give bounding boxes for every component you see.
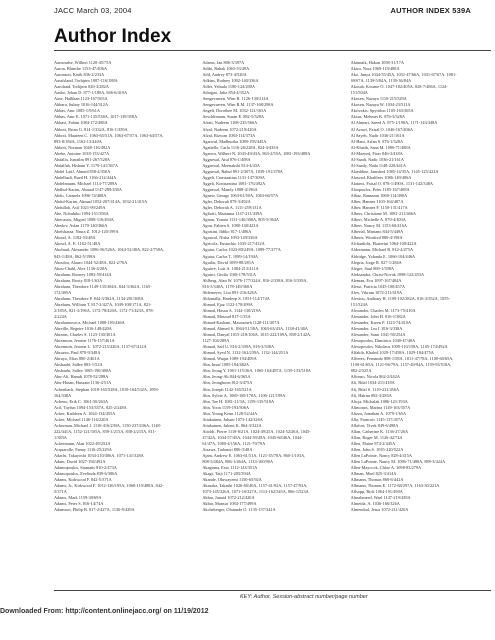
index-entry: Allmann, Thomas E. 1172-68/297A, 1163-30/221A (350, 483, 440, 489)
index-entry: Abdel Latif, Ahmed 858-4/350A (54, 168, 111, 174)
index-entry: Abdelhadi, Raed H. 1166-212/444A (54, 174, 117, 180)
index-entry: Aase, Hallikan 1123-167/503A (54, 96, 108, 102)
index-entry: Al-Hani, Arfan S. 876-1/328A (350, 138, 404, 144)
index-entry: 172/495A (54, 289, 72, 295)
index-entry: 808-5/484A, 886-1/464A, 1133-160/90A (202, 459, 274, 465)
index-entry: Aboud, A. 1182-53/48A (54, 235, 96, 241)
index-entry: Akosen, Nazaya W. 1034-23/511A (350, 102, 411, 108)
index-entry: Aggarwal, Atul 876-1/408A (202, 156, 251, 162)
index-entry: Abruzzo, Paul 870-9/348A (54, 350, 101, 356)
index-entry: Alegria, Jorge R. 827-1/284A (350, 259, 402, 265)
index-entry: Albertal, Mariano 844-5/449A (350, 229, 404, 235)
index-entry: Aengevaeren, Wim R. 1126-130/214A (202, 96, 269, 102)
index-entry: 222/441A, 1152-121/105A, 839-1/215A, 838-2/215A, 811- (54, 428, 157, 434)
index-entry: Adams, Mark 1159-30/69A (54, 495, 102, 501)
index-entry: Alchanlidis, Ekaterini 1064-100/422A (350, 241, 417, 247)
index-entry: Alexopoulos, Dimitrios 1040-47/40A (350, 338, 416, 344)
index-entry: Abdullah, Asif 1021-99/249A (54, 205, 106, 211)
index-entry: Ahn, Tae H. 1081-11/3A, 1159-135/518A (202, 398, 275, 404)
index-entry: Abraham, Rooney 1083-59/414A (54, 271, 112, 277)
index-entry: Afrati, Nadeem 1168-235/566A (202, 120, 258, 126)
index-entry: Ahmad, Ejaz 1122-178/499A (202, 301, 253, 307)
index-entry: Ahn, Yoon 1159-193/506A (202, 404, 249, 410)
index-entry: 1127-104/289A (202, 338, 230, 344)
index-entry: Allsopp, Rick 1064-191/490A (350, 489, 403, 495)
index-entry: Ahlomalla, Hardeep S. 1051-114/174A (202, 295, 270, 301)
running-header (0, 6, 495, 18)
index-entry: Alexander, Charles M. 1173-75/410A (350, 307, 416, 313)
index-entry: Agricola, Eustachio 1035-217/412A (202, 241, 265, 247)
index-entry: Alexander, Karen P. 1123-74/410A (350, 320, 412, 326)
index-entry: Alexopoulos, Nikolaos 1009-110/158A, 1105-174/492A (350, 344, 448, 350)
index-entry: Albert, Michelle A. 870-4/403A (350, 217, 406, 223)
index-entry: Ahn, Joseph 1142-165/521A (202, 386, 252, 392)
index-entry: Akbar, Junaid 1072-212/420A (202, 495, 255, 501)
index-entry: Ahn, Jeonghoon 812-3/475A (202, 380, 253, 386)
index-entry: Alfieres, Fernando 808-1/58A, 1011-47/78A, 1100-60/65A, (350, 356, 454, 362)
index-entry: Abolnud, Alexander 1086-56/526A, 1044-52/48A, 822-2/758A, (54, 247, 165, 253)
index-entry: 1073-145/326A, 1071-10/327A, 1113-162/545A, 866-1/523A (202, 489, 309, 495)
index-entry: Acker, Kathleen A. 1024-134/455A (54, 410, 116, 416)
index-entry: Ahn, Jeong Y. 1001-115/36A, 1065-164/487A, 1159-133/518A (202, 368, 311, 374)
index-entry: Allen, Elaine 874-2/445A (350, 440, 396, 446)
index-entry: Albers, Christiane M. 1081-211/466A (350, 211, 417, 217)
index-entry: Aguiar, Carlos 1023-80/249A, 1089-77/277A (202, 247, 281, 253)
index-entry: Albaz, Ramazan 1068-114/490A (350, 193, 408, 199)
index-entry: Ahmad, Hasan A. 1144-130/219A (202, 307, 262, 313)
index-entry: Allan, Roger M. 1126-42/74A (350, 434, 403, 440)
index-column-2 (202, 60, 342, 585)
index-entry: 5/371A (54, 489, 67, 495)
index-entry: Aaronson, Keith 836-2/233A (54, 72, 105, 78)
index-entry: Aasbo, Johan D. 877-1/180A, 846-6/419A (54, 90, 128, 96)
index-entry: Ackerman, Michael J. 1116-416/239A, 1150-237/436A, 1148- (54, 422, 162, 428)
index-entry: Adragao, Julia 854-4/352A (202, 90, 250, 96)
index-entry: Alexander, John H. 816-1/382A (350, 313, 406, 319)
index-entry: Akcheberger, Olaiunde O. 1135-157/342A (202, 507, 276, 513)
index-entry: Aasrfsland, Torbjørn 1087-116/188A (54, 78, 118, 84)
index-entry: Alberts, Winifred 880-4/198A (350, 235, 403, 241)
index-entry: Ahmad-Kashani, Masoumeh 1128-111/207A (202, 320, 280, 326)
index-entry: Aldermann, Michael B. 812-4/475A (350, 247, 414, 253)
index-entry: Ahn, Jeong-Ah 844-6/365A (202, 374, 251, 380)
index-entry: Aggarwal, Mandy 1088-4/196A (202, 186, 258, 192)
index-entry: Abdo, Carmela 1096-74/488A (54, 193, 107, 199)
index-entry: Abshaahi, Sallee 1085-190/400A (54, 368, 112, 374)
index-entry: Afzal, Rizwan 1084-114/373A (202, 132, 256, 138)
index-entry: Akasaka, Takashi 1026-60/40A, 1157-41/92A, 1157-47/93A, (202, 483, 308, 489)
index-columns (54, 60, 491, 585)
bottom-rule (54, 590, 491, 591)
index-entry: Almahmeed, Wael 1147-219/438A (350, 495, 411, 501)
index-entry: Ahn, Insuf 1085-194/482A (202, 362, 249, 368)
index-entry: 2/185A, 821-3/196A, 1172-78/420A, 1172-71/423A, 878- (54, 307, 154, 313)
index-entry: Abbott, Norman 1048-116/492A (54, 144, 111, 150)
index-entry: Ali, Bilal S. 1119-231/456A (350, 386, 400, 392)
index-entry: Abraham, Theodore P. 844-3/362A, 1134-281/308A (54, 295, 144, 301)
index-entry: Acheno, Erik C. 1061-50/263A (54, 398, 109, 404)
index-entry: Ahmad, Saif U. 816-2/339A, 816-3/338A (202, 344, 275, 350)
index-entry: Akande, Oluwayemi 1150-65/92A (202, 477, 262, 483)
index-entry: Adams, Jan 806-3/397A (202, 60, 245, 65)
index-entry: Aboud, A. E. 1162-51/48A (54, 241, 101, 247)
index-entry: 164/338A (54, 392, 72, 398)
index-entry: Akosen, Nazaya 1110-215/529A (350, 96, 407, 102)
index-entry: Abdallah, Hisham Y. 1170-141/367A (54, 162, 118, 168)
index-entry: Agnew, George 1063-61/50A, 1063-66/57A (202, 193, 279, 199)
index-entry: Agliotti, Marianna 1147-211/439A (202, 211, 263, 217)
index-entry: Alexander, Sami 1041-50/254A (350, 332, 406, 338)
index-entry: Allafort, Vivek 849-6/498A (350, 422, 399, 428)
index-entry: Ahmad, Ahmed S. 1064-51/30A, 1063-63/43A, 1138-41/40A (202, 326, 309, 332)
index-entry: 151/504A (350, 90, 368, 96)
index-entry: Abramson, Jerome L. 1072-215/420A, 1137-67/412A (54, 344, 147, 350)
index-entry: Angeli, Dorothee M. 1032-121/165A (202, 108, 267, 114)
index-entry: Abbas, Amr 1085-1/9/61A (54, 108, 100, 114)
index-entry: Allen LaPointe, Nancy 828-4/415A (350, 453, 412, 459)
index-entry: Abramson, Jerome 1176-157/461A (54, 338, 115, 344)
index-entry: Adam, David 1027-194/492A (54, 459, 106, 465)
index-entry: 151/324A (350, 301, 368, 307)
index-entry: Abdhul-Karim, Ahmad 1147-289/430A (54, 186, 122, 192)
index-entry: Aleksandra, Christ-Novak 1098-122/453A (350, 271, 425, 277)
index-entry: Alasvad, Khalilees 1086-149/406A (350, 174, 412, 180)
index-entry: Agnon, Yonata 1131-146/308A, 805-5/364A (202, 217, 280, 223)
index-entry: 893-8/184A, 1162-13/440A (54, 138, 102, 144)
index-entry: Alaeddine, Jamshed 1085-14/35A, 1145-125/422A (350, 168, 439, 174)
index-entry: Abebe, Antoine 1018-153/427A (54, 150, 110, 156)
index-entry: Adams, Kirkwood F. 842-5/371A (54, 477, 112, 483)
index-entry: Adamopoulos, Stamatis 810-2/473A (54, 465, 117, 471)
index-entry: Alatawi, Faisal O. 878-1/490A, 1131-142/348A (350, 180, 433, 186)
index-entry: Afzal, Nadeem 1072-219/420A (202, 126, 257, 132)
index-entry: Ahn, Young Keun 1128-52/44A (202, 410, 258, 416)
index-entry: Ali, Bilal 1034-211/418A (350, 380, 395, 386)
index-entry: Agarwa, Wilbert N. 1043-49/43A, 863-2/55A, 1081-193/488A (202, 150, 311, 156)
index-entry: Abraham, Rooty 818-1/63A (54, 277, 103, 283)
index-entry: Ahmad, Syed N. 1132-162/239A, 1132-144/251A (202, 350, 289, 356)
index-column-3 (351, 60, 491, 585)
index-entry: Abbott, Brian G. 814-1/332A, 816-1/359A (54, 126, 128, 132)
index-key: KEY: Author, Session-abstract number/page number (240, 594, 368, 600)
index-entry: Abshaahi, Sallee 883-1/52A (54, 362, 103, 368)
index-entry: Abelsharaa, Nasra Z. 1012-120/199A (54, 229, 119, 235)
index-entry: Aizawa, Tadanori 886-3/48A (202, 447, 253, 452)
index-entry: 1100-61/65A, 1121-96/79A, 1157-49/94A, 1159-93/518A, (350, 362, 452, 368)
index-entry: Agler, Deborah 879-3/492A (202, 199, 251, 205)
index-entry: Aldridge, Yolanda E. 1066-104/446A (350, 253, 416, 259)
index-entry: Abdelmaum, Michael 1114-77/289A (54, 180, 118, 186)
index-entry: Allmann, Thomas 868-6/442A (350, 477, 404, 483)
index-entry: Aengevaeren, Wim R.M. 1137-168/298A (202, 102, 274, 108)
index-entry: Adams, Peter S. 816-14/74A (54, 501, 104, 507)
index-entry: Alegre, Saul 869-1/398A (350, 265, 394, 271)
index-entry: Alimonos, Marina 1149-163/357A (350, 404, 411, 410)
index-entry: Ahlberg, Alan W. 1076-177/324A, 816-2/338A, 816-3/339A, (202, 277, 308, 283)
page-title: Author Index (54, 26, 172, 47)
index-entry: Ajam, Andrew E. 1063-61/51A, 1121-35/78A, 860-1/103A, (202, 453, 306, 459)
index-entry: Aitakainen, Juhani K. 864-3/322A (202, 422, 262, 428)
index-entry: Ahmad, Masoud 817-1/35A (202, 313, 251, 319)
index-entry: Almendral, Jesus 1072-211/420A (350, 507, 409, 513)
index-entry: Agon, Fabien S. 1080-138/423A (202, 223, 259, 229)
index-entry: Abouloa, Alauro 1044-52/48A, 822-2/76A (54, 259, 128, 265)
index-entry: Allen, John S. 1035-220/522A (350, 447, 404, 452)
index-entry: Aitoldi, Pierre 1118-8/21A, 1024-49/25A, 1024-52/26A, 1045- (202, 428, 311, 434)
index-entry: Aitakainen, Juhani 1073-142/326A (202, 416, 263, 422)
index-entry: Adamopoulos, Evelinda 839-6/386A (54, 471, 118, 477)
index-entry: Abbas, Amr E. 1071-135/538A, 1017-139/358A (54, 114, 138, 120)
index-entry: Akiru, Nora 1069-119/488A (350, 66, 400, 72)
index-entry: Al Sayeh, Nadir 1036-21/161A (350, 132, 405, 138)
index-entry: Agler, Deborah A. 1111-259/131A (202, 205, 262, 211)
index-entry: Agostini, Ildiko 817-1/486A (202, 229, 252, 235)
index-entry: Ahlemeyer, Lisa 891-216/426A (202, 289, 257, 295)
index-entry: 816-5/340A, 1178-149/360A (202, 283, 253, 289)
index-entry: Aksus, Mehmet K. 876-3/328A (350, 114, 405, 120)
index-entry: Al-Mazyed, Firas 846-3/418A (350, 150, 403, 156)
index-entry: Aaron, Blanche 1153-47/406A (54, 66, 107, 72)
index-entry: Agatiello, Carla 1116-26/228A, 824-4/435A (202, 144, 279, 150)
index-entry: Aguiar, Carlos T. 1089-14/194A (202, 253, 258, 259)
index-entry: Abraham, Theodore 1149-135/384A, 844-3/362A, 1165- (54, 283, 152, 289)
index-entry: Allen LaPointe, Nancy M. 1096-71/488A, 889-3/424A (350, 459, 446, 465)
index-entry: 882-2/525A (350, 368, 372, 374)
index-entry: Aguilar, David 1099-88/281A (202, 259, 255, 265)
index-entry: Alber, Hannes 1103-164/487A (350, 199, 404, 205)
index-entry: Aarnoudse, Wilbert 1120-45/75A (54, 60, 112, 65)
index-entry: Abou-Chahl, Alex 1136-4/28A (54, 265, 108, 271)
index-entry: Allman, Meel 825-3/414A (350, 471, 397, 477)
index-entry: Al-Khatib, Sana M. 1096-71/488A (350, 144, 411, 150)
index-entry: Abu-Ali, Hamdi 1078-52/288A (54, 374, 109, 380)
index-entry: Abreille, Regeire 1016-148/420A (54, 326, 112, 332)
index-entry: Ako, Junya 1044-55/45A, 1031-47/66A, 1031-67/67A, 1081- (350, 72, 457, 78)
index-entry: 2/224A (54, 313, 67, 319)
index-entry: Adil, Audrey 873-4/520A (202, 72, 247, 78)
index-entry: 843-1/48A, 862-5/198A (54, 253, 96, 259)
index-entry: Alexiou, Anthony H. 1109-102/282A, 816-3/352A, 1055- (350, 295, 450, 301)
download-footer: Downloaded From: http://content.onlinejacc.org/ on 11/19/2012 (0, 608, 209, 615)
index-entry: Alber, Hannes F. 1150-131/417A (350, 205, 408, 211)
index-entry: Abbasi, Fahim 1084-172/488A (54, 120, 108, 126)
index-entry: Al-Saady, Nada 1148-220/441A (350, 162, 406, 168)
index-entry: Adkins, Rodney 1092-140/336A (202, 78, 259, 84)
index-entry: Alessi, Patricia 1045-100/457A (350, 283, 405, 289)
index-column-1 (54, 60, 194, 585)
index-entry: Abrahamowicz, Michael 1008-105/446A (54, 320, 125, 326)
index-entry: Abu-Hasan, Hussain 1136-4/51A (54, 380, 112, 386)
index-entry: Achenbach, Stephan 1018-165/528A, 1018-164/532A, 1093- (54, 386, 160, 392)
index-entry: Alfakih, Khaled 1029-17/458A, 1029-184/475A (350, 350, 434, 356)
index-entry: Abe, Nobuhiko 1094-151/356A (54, 211, 109, 217)
index-entry: Alfonso, Nicola 862-2/442A (350, 374, 400, 380)
index-entry: Aguirri, Giulia 1168-178/531A (202, 271, 256, 277)
index-entry: Acker, Michael 1146-116/220A (54, 416, 109, 422)
index-entry: Acquarolle, Fanny 1116-25/229A (54, 447, 112, 452)
index-entry: Ackermann, Alan 1022-49/252A (54, 440, 111, 446)
index-entry: Akinnaik, Hakan 1058-31/17A (350, 60, 405, 65)
index-entry: Alexander, Lea I. 816-3/338A (350, 326, 403, 332)
index-entry: Aguirre, Luis A. 1084-213/411A (202, 265, 259, 271)
index-entry: Ahn, Sylvie A. 1069-169/178A, 1106-121/199A (202, 392, 286, 398)
index-entry: Abbara, Suhny 1016-144/312A (54, 102, 109, 108)
index-entry: Abbott, Maureen C. 1063-65/51A, 1063-67/57A, 1063-64/57A, (54, 132, 164, 138)
index-entry: Aggeli, Constantina 1131-147/309A (202, 174, 265, 180)
index-entry: Ali, Hakim 882-3/285A (350, 392, 392, 398)
index-entry: Al Azawi, Faisal O. 1046-167/406A (350, 126, 413, 132)
index-entry: Aggarwal, Rahul 891-2/307A, 1039-191/378A (202, 168, 283, 174)
index-entry: Alaopoulos, Peter 1185-167/408A (350, 186, 410, 192)
index-entry: Alla, Francois 1145-137/457A (350, 416, 404, 422)
index-entry: Almeida, A. 1036-166/326A (350, 501, 400, 507)
index-entry: Akosah, Kwame O. 1047-182/405A, 828-7/486A, 1124- (350, 84, 448, 90)
index-entry: Alicja, Michalak 1086-121/193A (350, 398, 408, 404)
index-entry: Ahmad, Danyal 1015-218/106A, 1015-222/109A, 858-2/142A, (202, 332, 312, 338)
index-entry: Abraham, William T. 817-2/427A, 1049-108/171A, 821- (54, 301, 152, 307)
index-entry: 69/67A, 1139-5/84A, 1139-36/84A (350, 78, 412, 84)
index-entry: Albert, Nancy M. 1153-60/416A (350, 223, 407, 229)
index-entry: Alex, Vikram 1072-211/419A (350, 289, 403, 295)
index-entry: Abecassis, Miguel 1088-116/494A (54, 217, 114, 223)
index-entry: Allen-Maycock, Chloe A. 1098-83/279A (350, 465, 422, 471)
index-entry: Adibi, Babak 1063-53/49A (202, 66, 250, 72)
index-entry: Al Ahmari, Saeed A. 875-1/198A, 1171-143/348A (350, 120, 438, 126)
journal-citation: JACC March 03, 2004 (54, 6, 132, 15)
index-entry: Acil, Tayfun 1094-153/337A, 825-2/248A (54, 404, 127, 410)
index-entry: Aggeli, Konstantina 1081-176/492A (202, 180, 266, 186)
index-entry: Akaguma, Esso 1112-143/351A (202, 465, 258, 471)
index-entry: Akagi, Taiji 1171-205/594A (202, 471, 251, 477)
index-entry: 1/383A (54, 434, 67, 440)
index-entry: Akrivakis, Spyridon 1105-163/365A (350, 108, 414, 114)
index-entry: Al-Saadi, Nadir 1036-21/161A (350, 156, 405, 162)
index-entry: Aggarwal, Meenakshi 814-4/43A (202, 162, 260, 168)
index-entry: 61/47A, 1080-4/156A, 1121-79/79A (202, 440, 266, 446)
index-entry: Ahmad, Waqas 1089-194/409A (202, 356, 257, 362)
index-entry: Abedov, Aslan 1170-140/366A (54, 223, 108, 229)
index-entry: Aaroland, Torbjørn 826-3/282A (54, 84, 109, 90)
index-entry: Abdalla, Ismailm 891-267/528A (54, 156, 110, 162)
index-entry: Agarwal, Madhurika 1089-195/445A (202, 138, 267, 144)
index-entry: Adachi, Takayoshi 1034-210/306A, 1071-141/328A (54, 453, 144, 459)
index-entry: Abdul-Karim, Ahmad 1052-207/414A, 1032-21/415A (54, 199, 148, 205)
index-entry: Alizza, Jonathan A. 1079-1/65A (350, 410, 407, 416)
index-entry: Adler, Yehuda 1180-124/200A (202, 84, 255, 90)
title-rule (54, 50, 491, 51)
index-entry: 47/42A, 1044-57/45A, 1044-59/49A, 1045-60/46A, 1044- (202, 434, 303, 440)
section-page-label: AUTHOR INDEX 539A (390, 6, 471, 15)
index-entry: Akbar, Mansur 1084-177/499A (202, 501, 257, 507)
index-entry: Abrams, Charles S. 1123-130/301A (54, 332, 116, 338)
index-entry: Adamson, Philip B. 817-2/427A, 1136-9/429A (54, 507, 135, 513)
index-entry: Abruyo, Elias 880-2/461A (54, 356, 100, 362)
index-entry: Allan, Catherine K. 1136-27/26A (350, 428, 409, 434)
index-entry: Adams, Jr., Kirkwood F. 1012-126/195A, 1068-119/488A, 842- (54, 483, 164, 489)
index-entry: Aleman, Eva 1097-167/484A (350, 277, 402, 283)
index-entry: Agrawal, Nisha 1093-149/336A (202, 235, 258, 241)
index-entry: Aeschlimann, Susan E. 882-5/528A (202, 114, 265, 120)
